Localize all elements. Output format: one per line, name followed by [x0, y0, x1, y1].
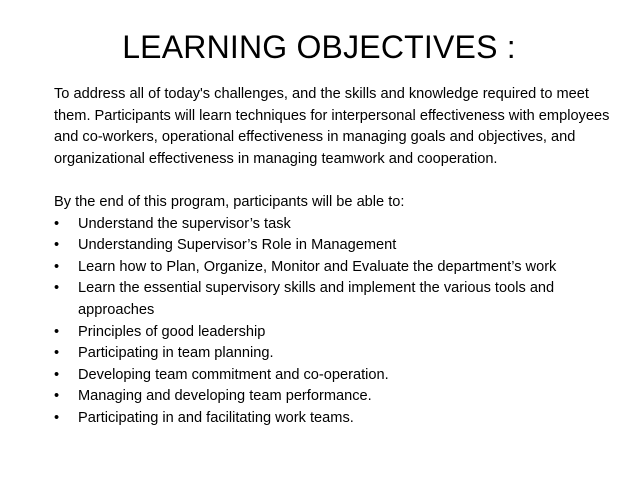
list-item-text: Managing and developing team performance.: [78, 388, 372, 405]
bullet-icon: •: [54, 237, 60, 254]
list-item: [54, 365, 624, 387]
bullet-icon: •: [54, 366, 60, 383]
list-item-text: Understand the supervisor’s task: [78, 215, 291, 232]
list-item: [54, 408, 624, 430]
list-item: [54, 257, 624, 279]
list-item: [54, 278, 624, 321]
objectives-lead: By the end of this program, participants will be able to:: [54, 193, 405, 210]
list-item: [54, 235, 624, 257]
bullet-icon: •: [54, 409, 60, 426]
list-item-text: Learn how to Plan, Organize, Monitor and Evaluate the department’s work: [78, 258, 557, 275]
list-item-text: Developing team commitment and co-operation.: [78, 366, 389, 383]
bullet-icon: •: [54, 345, 60, 362]
slide-body: [54, 84, 624, 430]
paragraph-spacer: [54, 170, 624, 192]
intro-paragraph: To address all of today's challenges, and the skills and knowledge required to meet them. Participants will learn techniques for interpersonal effectiveness with employees and co-workers, operational effectiveness in managing goals and objectives, and organizational effectiveness in managing teamwork and cooperation.: [54, 86, 610, 167]
bullet-icon: •: [54, 323, 60, 340]
list-item-text: Principles of good leadership: [78, 323, 266, 340]
list-item-text: Learn the essential supervisory skills and implement the various tools and approaches: [78, 280, 555, 318]
bullet-icon: •: [54, 215, 60, 232]
bullet-icon: •: [54, 280, 60, 297]
slide-title: LEARNING OBJECTIVES :: [122, 29, 516, 65]
list-item: [54, 386, 624, 408]
list-item-text: Participating in and facilitating work teams.: [78, 409, 354, 426]
list-item: [54, 322, 624, 344]
list-item-text: Participating in team planning.: [78, 345, 274, 362]
list-item: [54, 214, 624, 236]
list-item: [54, 343, 624, 365]
bullet-icon: •: [54, 388, 60, 405]
list-item-text: Understanding Supervisor’s Role in Management: [78, 237, 397, 254]
objectives-list: [54, 214, 624, 430]
bullet-icon: •: [54, 258, 60, 275]
